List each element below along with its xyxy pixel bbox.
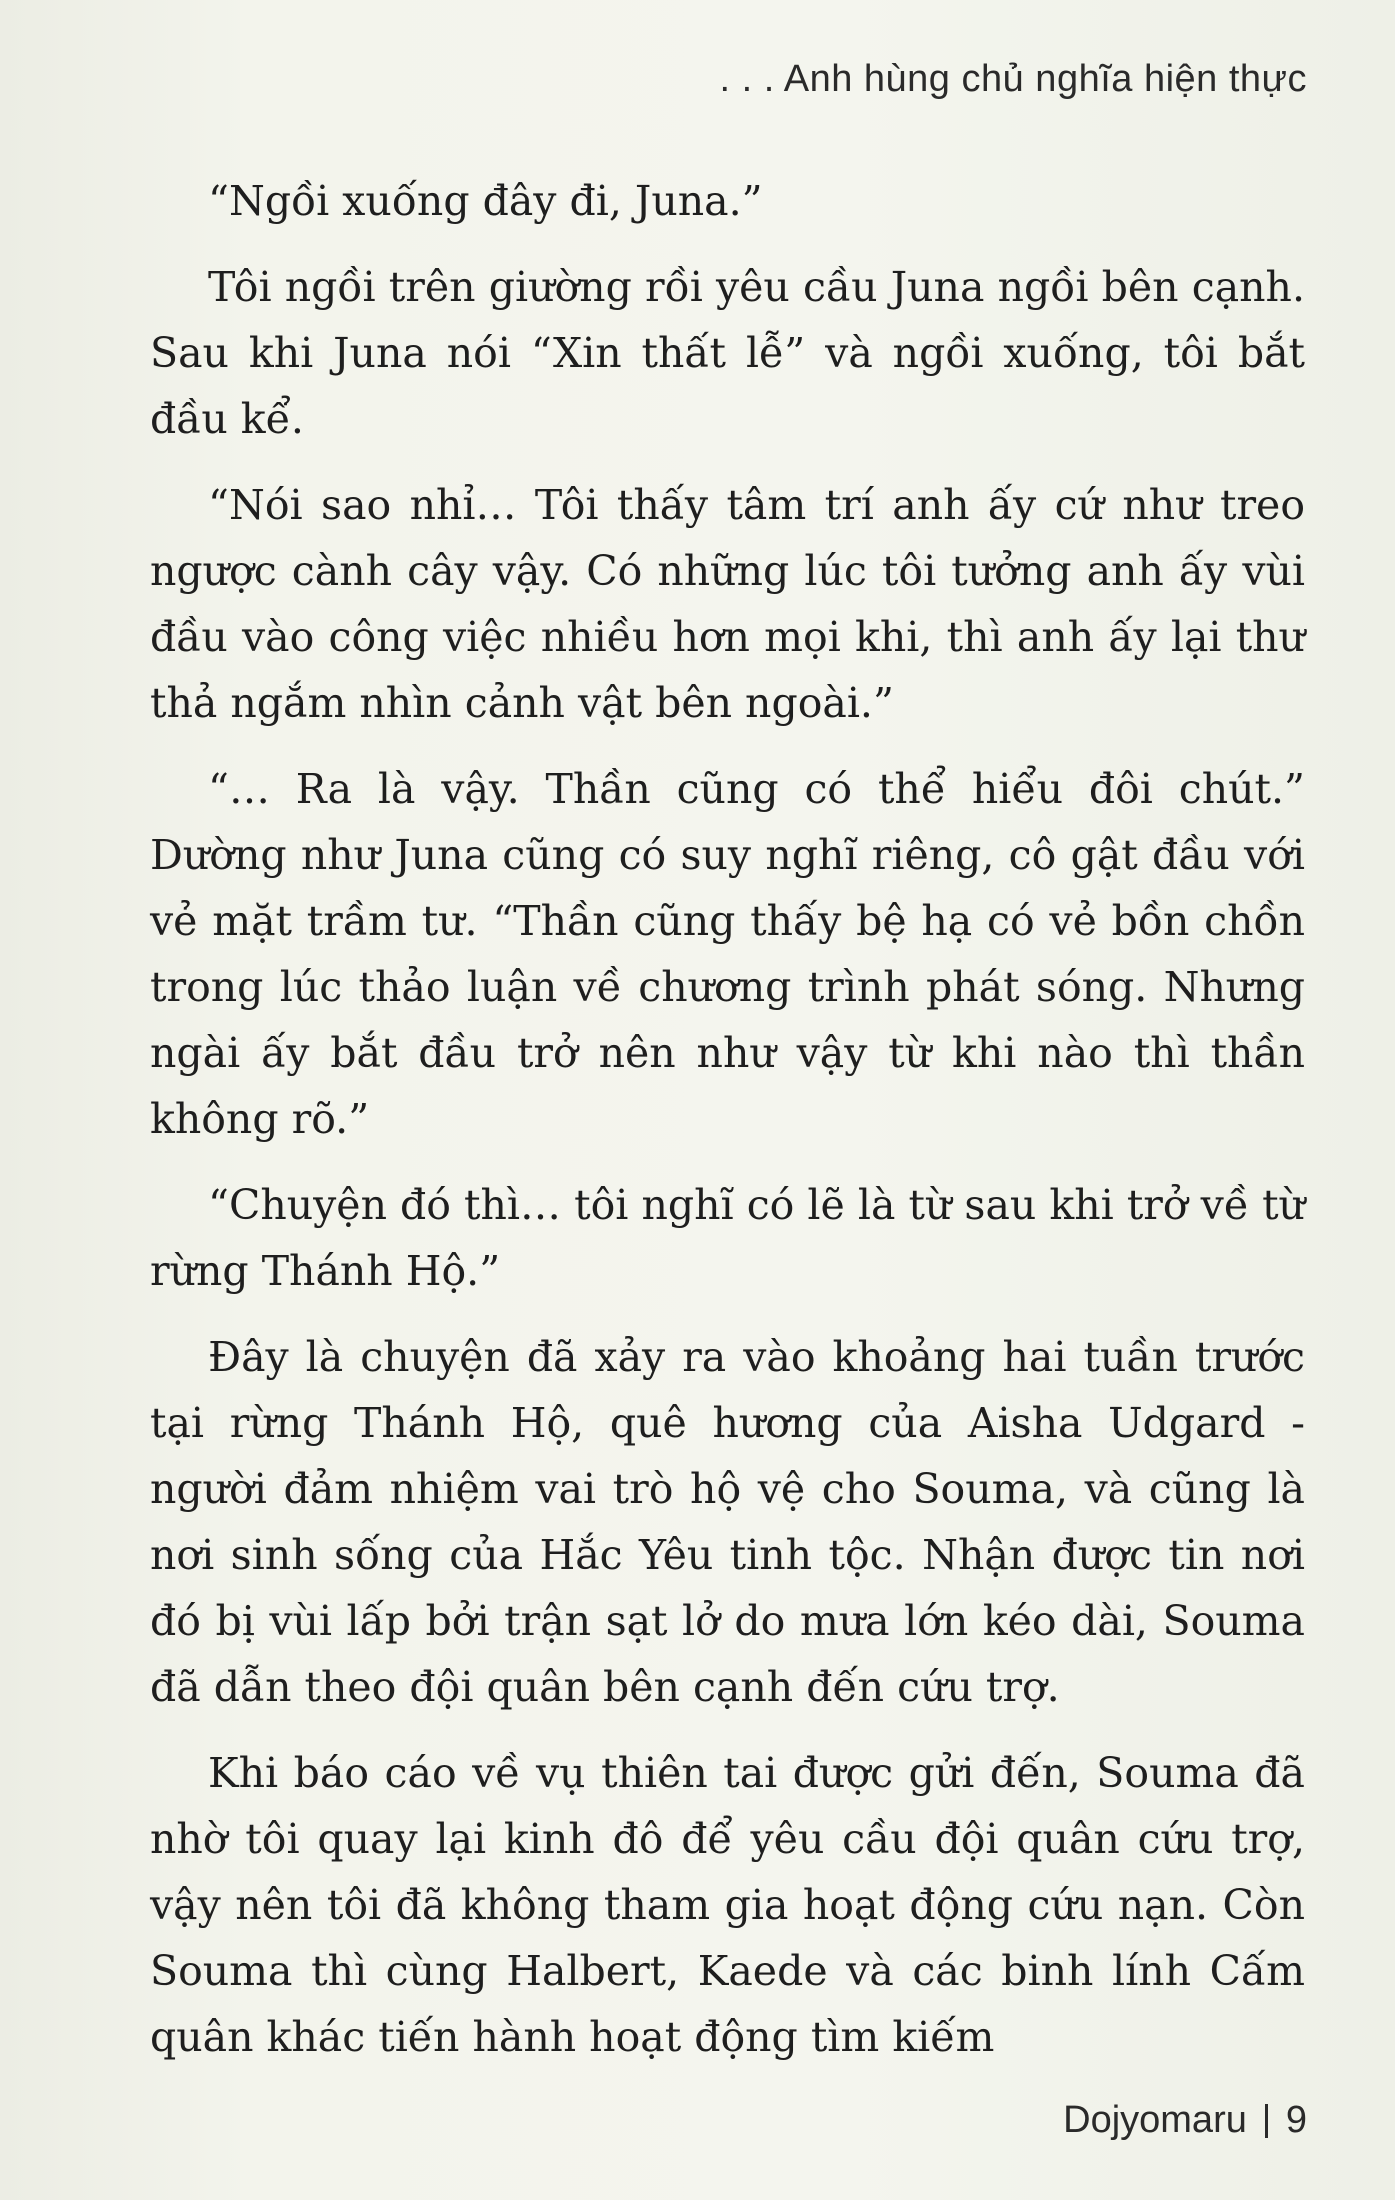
running-header: . . . Anh hùng chủ nghĩa hiện thực <box>719 58 1307 100</box>
page-footer <box>1063 2099 1307 2142</box>
paragraph: “… Ra là vậy. Thần cũng có thể hiểu đôi chút.” Dường như Juna cũng có suy nghĩ riêng, cô gật đầu với vẻ mặt trầm tư. “Thần cũng thấy bệ hạ có vẻ bồn chồn trong lúc thảo luận về chương trình phát sóng. Nhưng ngài ấy bắt đầu trở nên như vậy từ khi nào thì thần không rõ.” <box>150 765 1305 1143</box>
paragraph: Đây là chuyện đã xảy ra vào khoảng hai tuần trước tại rừng Thánh Hộ, quê hương của Aisha Udgard - người đảm nhiệm vai trò hộ vệ cho Souma, và cũng là nơi sinh sống của Hắc Yêu tinh tộc. Nhận được tin nơi đó bị vùi lấp bởi trận sạt lở do mưa lớn kéo dài, Souma đã dẫn theo đội quân bên cạnh đến cứu trợ. <box>150 1333 1305 1711</box>
paragraph: Tôi ngồi trên giường rồi yêu cầu Juna ngồi bên cạnh. Sau khi Juna nói “Xin thất lễ” và ngồi xuống, tôi bắt đầu kể. <box>150 263 1305 443</box>
footer-divider <box>1265 2104 1268 2138</box>
paragraph: Khi báo cáo về vụ thiên tai được gửi đến, Souma đã nhờ tôi quay lại kinh đô để yêu cầu đội quân cứu trợ, vậy nên tôi đã không tham gia hoạt động cứu nạn. Còn Souma thì cùng Halbert, Kaede và các binh lính Cấm quân khác tiến hành hoạt động tìm kiếm <box>150 1749 1305 2061</box>
paragraph: “Chuyện đó thì… tôi nghĩ có lẽ là từ sau khi trở về từ rừng Thánh Hộ.” <box>150 1181 1305 1295</box>
author-name: Dojyomaru <box>1063 2099 1247 2141</box>
page-number: 9 <box>1285 2099 1307 2141</box>
paragraph: “Nói sao nhỉ… Tôi thấy tâm trí anh ấy cứ như treo ngược cành cây vậy. Có những lúc tôi tưởng anh ấy vùi đầu vào công việc nhiều hơn mọi khi, thì anh ấy lại thư thả ngắm nhìn cảnh vật bên ngoài.” <box>150 481 1305 727</box>
paragraph: “Ngồi xuống đây đi, Juna.” <box>208 177 763 225</box>
body-text <box>150 168 1305 2090</box>
